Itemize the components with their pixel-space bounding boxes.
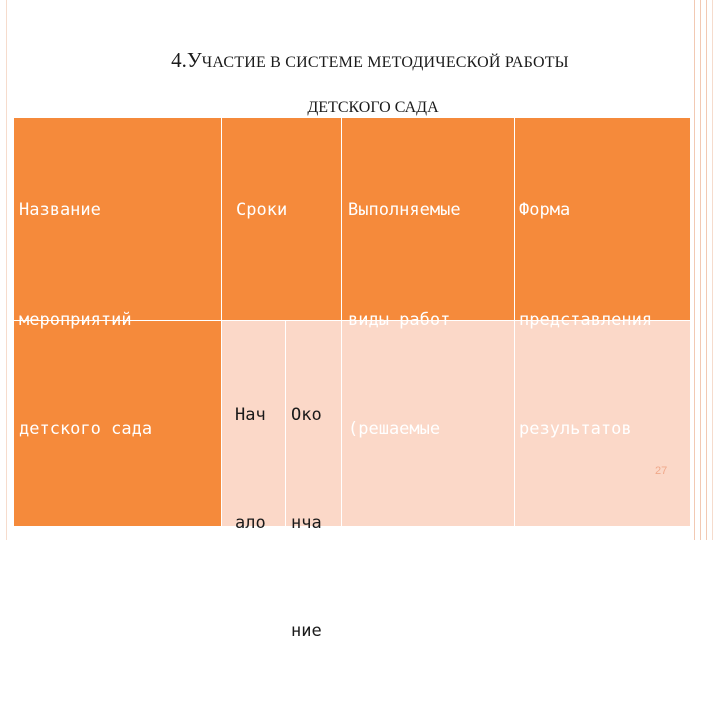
slide-title: [60, 46, 680, 119]
subheader-text-line: ало: [235, 513, 266, 533]
grid-line: [285, 321, 286, 526]
header-work-types: [348, 119, 461, 630]
header-text-line: Название: [19, 200, 101, 220]
grid-line: [514, 118, 515, 526]
methodical-work-table: [14, 118, 690, 641]
grid-line: [221, 118, 222, 526]
header-dates: [236, 119, 287, 302]
grid-line: [341, 118, 342, 526]
header-text-line: мероприятий: [19, 309, 132, 330]
subheader-start: [235, 325, 276, 613]
decorative-border-line: [694, 0, 695, 540]
header-text-line: (решаемые: [348, 419, 441, 439]
page-number: 27: [655, 465, 668, 477]
header-text-line: Форма: [519, 200, 571, 220]
decorative-left-line: [6, 0, 7, 540]
title-rest: ЧАСТИЕ В СИСТЕМЕ МЕТОДИЧЕСКОЙ РАБОТЫ: [201, 54, 569, 71]
header-result-form: [519, 119, 652, 630]
header-text-line: виды работ: [348, 309, 451, 330]
header-text-line: работы: [519, 528, 581, 549]
header-text-line: задачи): [348, 528, 420, 549]
subheader-text-line: нча: [291, 513, 322, 533]
header-text-line: Сроки: [236, 200, 288, 220]
decorative-border-line: [700, 0, 701, 540]
subheader-text-line: ние: [291, 621, 322, 641]
title-line-2: ДЕТСКОГО САДА: [307, 99, 439, 116]
header-text-line: детского сада: [19, 419, 153, 439]
header-name: [19, 119, 152, 521]
decorative-border-line: [712, 0, 713, 540]
decorative-border-line: [706, 0, 707, 540]
header-text-line: представления: [519, 309, 653, 330]
header-text-line: Выполняемые: [348, 200, 461, 220]
title-cap: 4.У: [171, 48, 202, 72]
title-line-1: [60, 46, 680, 77]
subheader-text-line: Нач: [235, 405, 266, 425]
subheader-end: [291, 325, 332, 721]
subheader-text-line: Око: [291, 405, 322, 425]
header-text-line: результатов: [519, 419, 632, 439]
